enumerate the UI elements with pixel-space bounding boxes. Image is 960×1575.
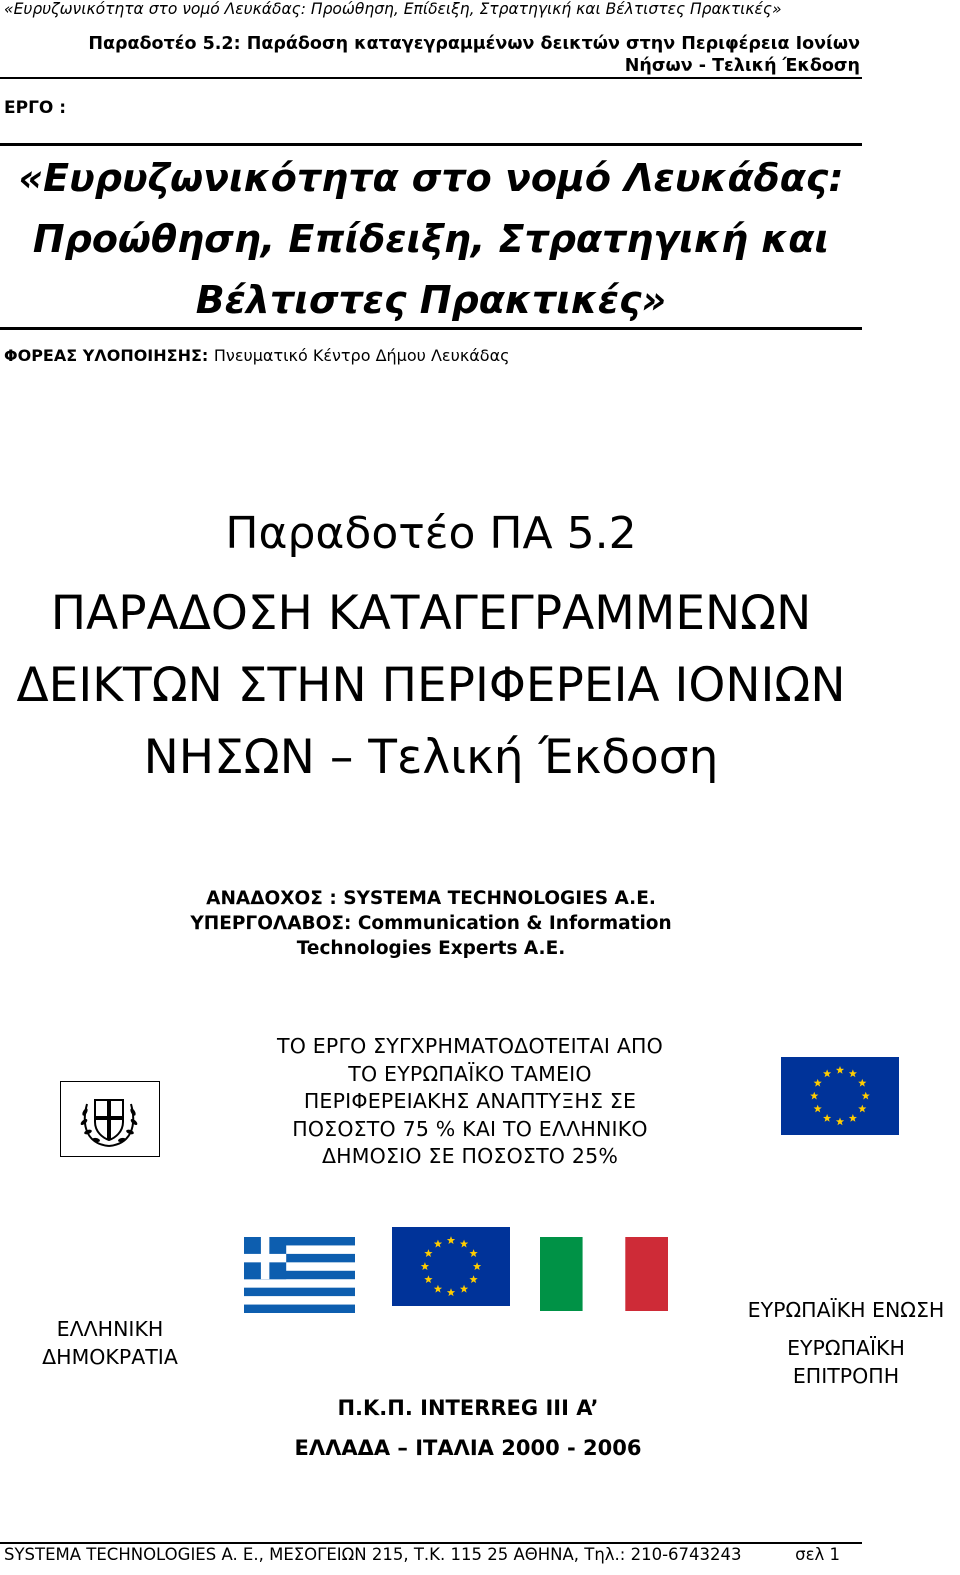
project-top-rule [0,143,862,146]
running-header-title: «Ευρυζωνικότητα στο νομό Λευκάδας: Προώθηση, Επίδειξη, Στρατηγική και Βέλτιστες Πρακτικές» [4,0,782,18]
funding-line1: ΤΟ ΕΡΓΟ ΣΥΓΧΡΗΜΑΤΟΔΟΤΕΙΤΑΙ ΑΠΟ [276,1034,663,1058]
eu-flag-middle [392,1227,510,1306]
eu-star-icon [858,1079,866,1087]
eu-star-icon [858,1105,866,1113]
eu-star-icon [460,1285,468,1293]
eu-star-icon [434,1240,442,1248]
eu-star-icon [473,1262,481,1270]
eu-star-icon [421,1262,429,1270]
programme-period: ΕΛΛΑΔΑ – ΙΤΑΛΙΑ 2000 - 2006 [294,1436,642,1460]
eu-star-icon [836,1066,844,1074]
greek-republic-label [20,1315,200,1371]
eu-star-icon [862,1092,870,1100]
funding-line2: ΤΟ ΕΥΡΩΠΑΪΚΟ ΤΑΜΕΙΟ [348,1061,592,1086]
project-label: ΕΡΓΟ : [4,98,67,118]
deliverable-header-line2: Νήσων - Τελική Έκδοση [624,56,860,76]
page-footer [4,1545,860,1564]
greek-coat-of-arms-icon [61,1082,158,1155]
eu-star-icon [447,1288,455,1296]
deliverable-title [0,578,862,794]
header-rule [0,77,862,79]
funding-line5: ΔΗΜΟΣΙΟ ΣΕ ΠΟΣΟΣΤΟ 25% [321,1144,619,1168]
greek-flag [244,1237,355,1313]
agency-label: ΦΟΡΕΑΣ ΥΛΟΠΟΙΗΣΗΣ: [4,346,209,365]
deliverable-header-line1: Παραδοτέο 5.2: Παράδοση καταγεγραμμένων δεικτών στην Περιφέρεια Ιονίων [88,34,860,54]
european-commission-line2: ΕΠΙΤΡΟΠΗ [792,1364,900,1388]
european-union-label: ΕΥΡΩΠΑΪΚΗ ΕΝΩΣΗ [747,1298,945,1322]
eu-star-icon [434,1285,442,1293]
eu-flag-icon [392,1227,510,1306]
eu-star-icon [836,1117,844,1125]
project-title-line2: Προώθηση, Επίδειξη, Στρατηγική και [32,217,830,261]
eu-star-icon [424,1249,432,1257]
deliverable-code: Παραδοτέο ΠΑ 5.2 [225,508,637,559]
greek-flag-icon [244,1237,355,1313]
deliverable-title-line3: ΝΗΣΩΝ – Τελική Έκδοση [143,730,719,785]
european-commission-line1: ΕΥΡΩΠΑΪΚΗ [787,1336,905,1360]
project-title-line1: «Ευρυζωνικότητα στο νομό Λευκάδας: [18,156,844,200]
contractor-line1: ΑΝΑΔΟΧΟΣ : SYSTEMA TECHNOLOGIES A.E. [206,888,656,909]
contractors-block [0,886,862,961]
project-bottom-rule [0,327,862,330]
eu-star-icon [810,1092,818,1100]
page-number: σελ 1 [795,1545,840,1564]
programme-block [200,1388,736,1468]
deliverable-title-line1: ΠΑΡΑΔΟΣΗ ΚΑΤΑΓΕΓΡΑΜΜΕΝΩΝ [50,586,812,641]
footer-address: SYSTEMA TECHNOLOGIES A. E., ΜΕΣΟΓΕΙΩΝ 215, Τ.Κ. 115 25 ΑΘΗΝΑ, Τηλ.: 210-6743243 [4,1545,742,1564]
eu-star-icon [814,1079,822,1087]
eu-star-icon [849,1069,857,1077]
eu-star-icon [424,1275,432,1283]
eu-star-icon [823,1114,831,1122]
implementing-agency [4,346,510,365]
eu-star-icon [469,1275,477,1283]
agency-name: Πνευματικό Κέντρο Δήμου Λευκάδας [213,346,510,365]
greek-republic-line1: ΕΛΛΗΝΙΚΗ [56,1317,164,1341]
subcontractor-line1: ΥΠΕΡΓΟΛΑΒΟΣ: Communication & Information [190,913,672,934]
italian-flag-icon [540,1237,668,1311]
funding-line4: ΠΟΣΟΣΤΟ 75 % ΚΑΙ ΤΟ ΕΛΛΗΝΙΚΟ [292,1116,648,1141]
project-title [0,148,862,331]
project-title-line3: Βέλτιστες Πρακτικές» [195,278,667,322]
eu-star-icon [460,1240,468,1248]
eu-star-icon [447,1236,455,1244]
eu-flag-icon [781,1057,899,1135]
greek-republic-line2: ΔΗΜΟΚΡΑΤΙΑ [42,1345,178,1369]
footer-rule [0,1542,862,1544]
funding-statement [210,1033,730,1171]
deliverable-title-line2: ΔΕΙΚΤΩΝ ΣΤΗΝ ΠΕΡΙΦΕΡΕΙΑ ΙΟΝΙΩΝ [16,658,846,713]
eu-star-icon [849,1114,857,1122]
eu-flag-right [781,1057,899,1135]
greek-emblem-frame [60,1081,160,1157]
eu-star-icon [469,1249,477,1257]
deliverable-header [40,33,860,77]
subcontractor-line2: Technologies Experts A.E. [296,938,566,959]
italian-flag [540,1237,668,1311]
eu-star-icon [823,1069,831,1077]
programme-name: Π.Κ.Π. INTERREG III A’ [337,1396,599,1420]
funding-line3: ΠΕΡΙΦΕΡΕΙΑΚΗΣ ΑΝΑΠΤΥΞΗΣ ΣΕ [303,1089,637,1113]
eu-star-icon [814,1105,822,1113]
european-commission-label [746,1334,946,1390]
